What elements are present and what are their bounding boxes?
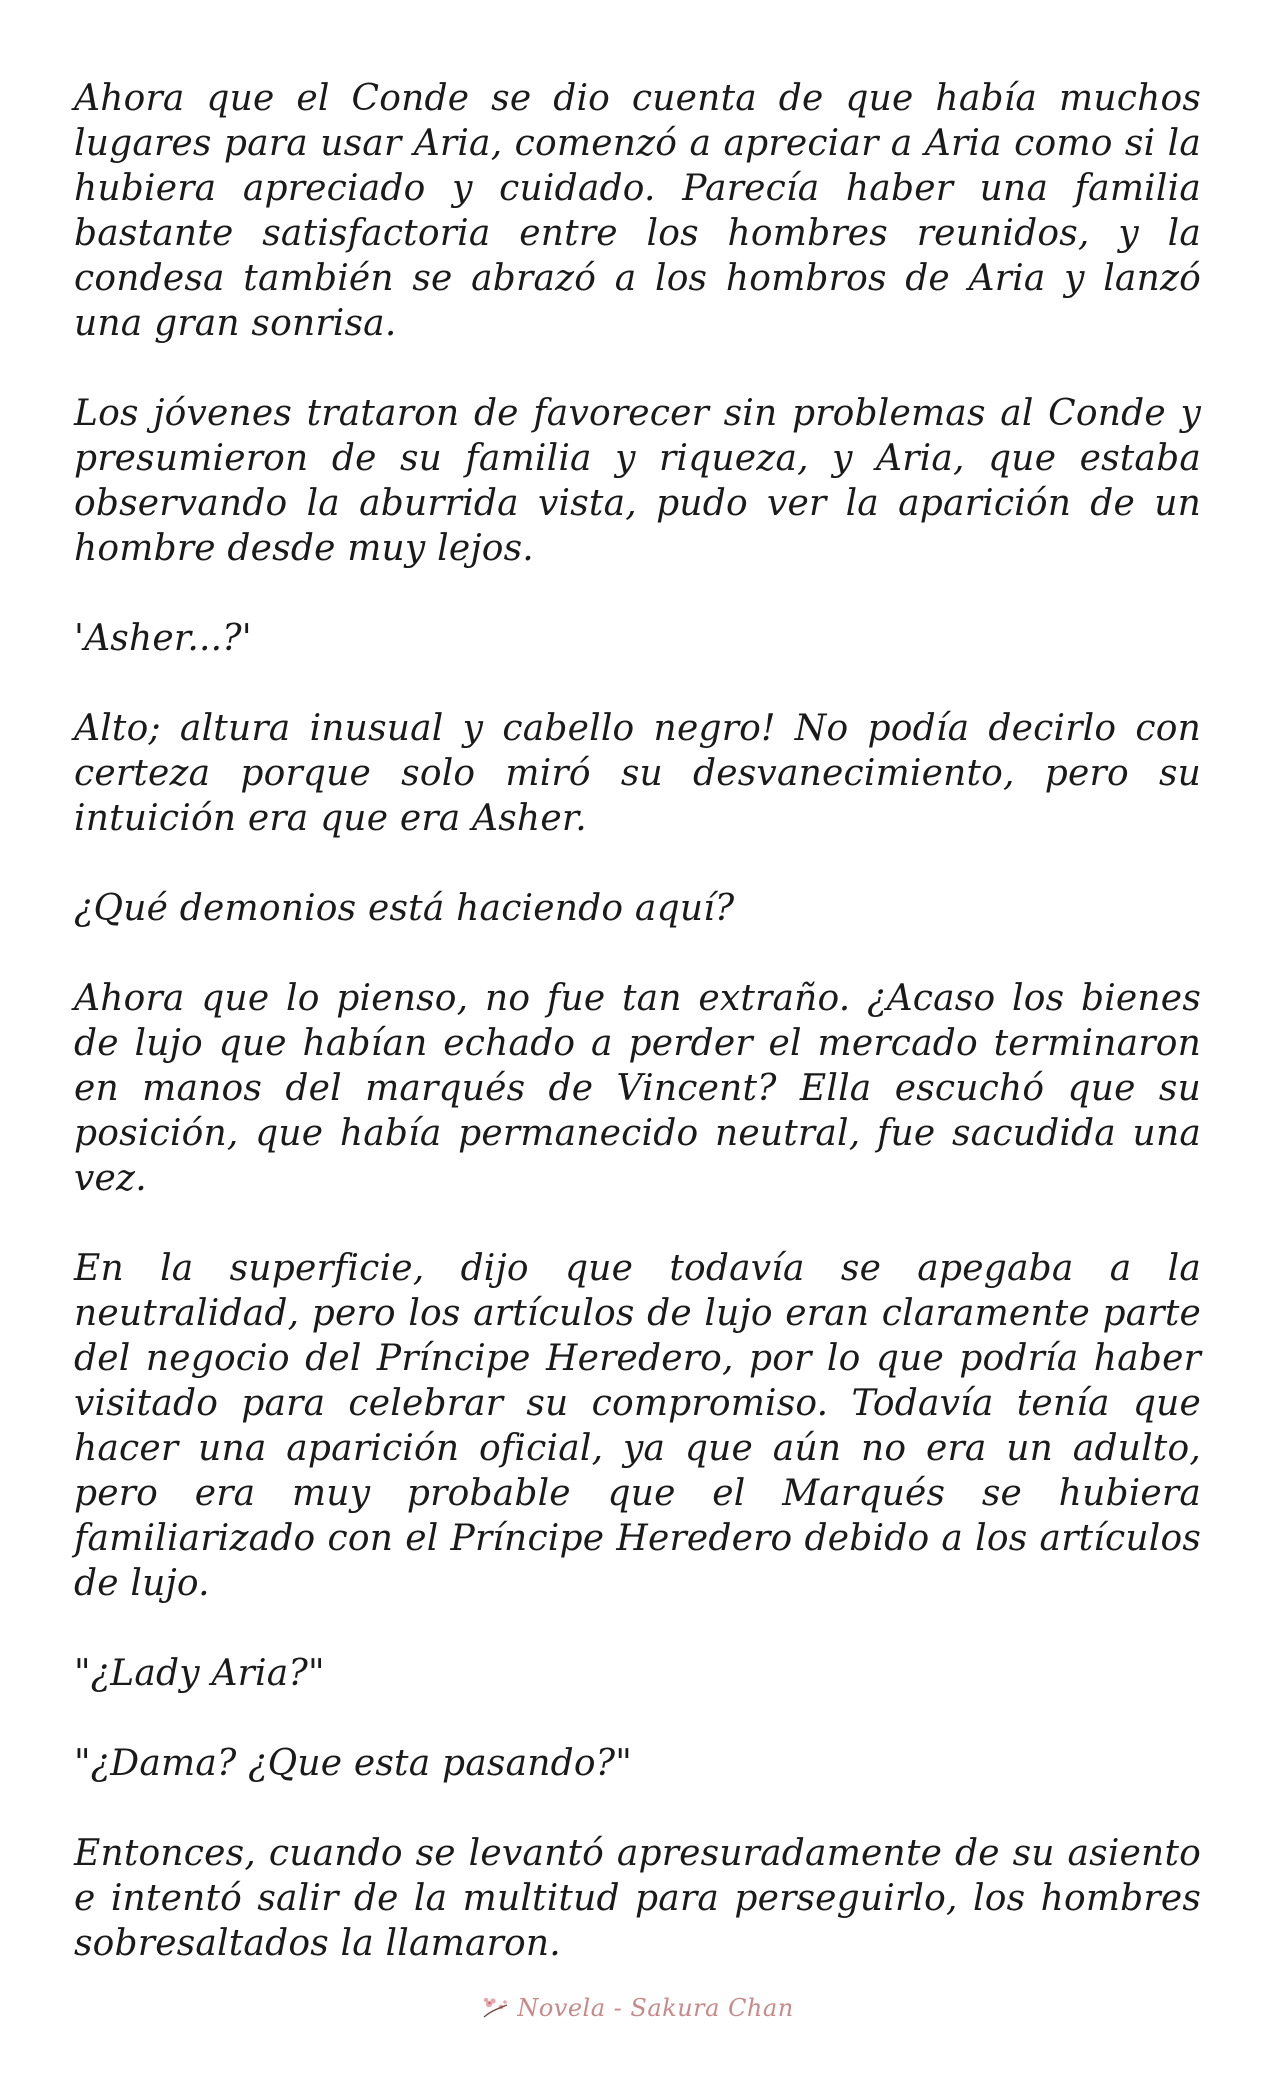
sakura-blossom-icon xyxy=(481,1995,511,2021)
watermark-text: Novela - Sakura Chan xyxy=(517,1994,794,2022)
paragraph: 'Asher...?' xyxy=(74,618,252,659)
paragraph: Entonces, cuando se levantó apresuradamente de su asiento e intentó salir de la multitud para perseguirlo, los hombres sobresaltados la llamaron. xyxy=(74,1833,1201,1964)
watermark-badge xyxy=(471,1990,803,2026)
document-body xyxy=(74,76,1201,1966)
paragraph: ¿Qué demonios está haciendo aquí? xyxy=(74,888,735,929)
paragraph: Los jóvenes trataron de favorecer sin problemas al Conde y presumieron de su familia y riqueza, y Aria, que estaba observando la aburrida vista, pudo ver la aparición de un hombre desde muy lejos. xyxy=(74,393,1201,569)
watermark xyxy=(0,1990,1275,2026)
paragraph: Ahora que lo pienso, no fue tan extraño. ¿Acaso los bienes de lujo que habían echado a perder el mercado terminaron en manos del marqués de Vincent? Ella escuchó que su posición, que había permanecido neutral, fue sacudida una vez. xyxy=(74,978,1201,1199)
paragraph: Alto; altura inusual y cabello negro! No podía decirlo con certeza porque solo miró su desvanecimiento, pero su intuición era que era Asher. xyxy=(74,708,1201,839)
paragraph: Ahora que el Conde se dio cuenta de que había muchos lugares para usar Aria, comenzó a apreciar a Aria como si la hubiera apreciado y cuidado. Parecía haber una familia bastante satisfactoria entre los hombres reunidos, y la condesa también se abrazó a los hombros de Aria y lanzó una gran sonrisa. xyxy=(74,78,1201,344)
paragraph: "¿Lady Aria?" xyxy=(74,1653,325,1694)
paragraph: En la superficie, dijo que todavía se apegaba a la neutralidad, pero los artículos de lujo eran claramente parte del negocio del Príncipe Heredero, por lo que podría haber visitado para celebrar su compromiso. Todavía tenía que hacer una aparición oficial, ya que aún no era un adulto, pero era muy probable que el Marqués se hubiera familiarizado con el Príncipe Heredero debido a los artículos de lujo. xyxy=(74,1248,1201,1604)
paragraph: "¿Dama? ¿Que esta pasando?" xyxy=(74,1743,633,1784)
